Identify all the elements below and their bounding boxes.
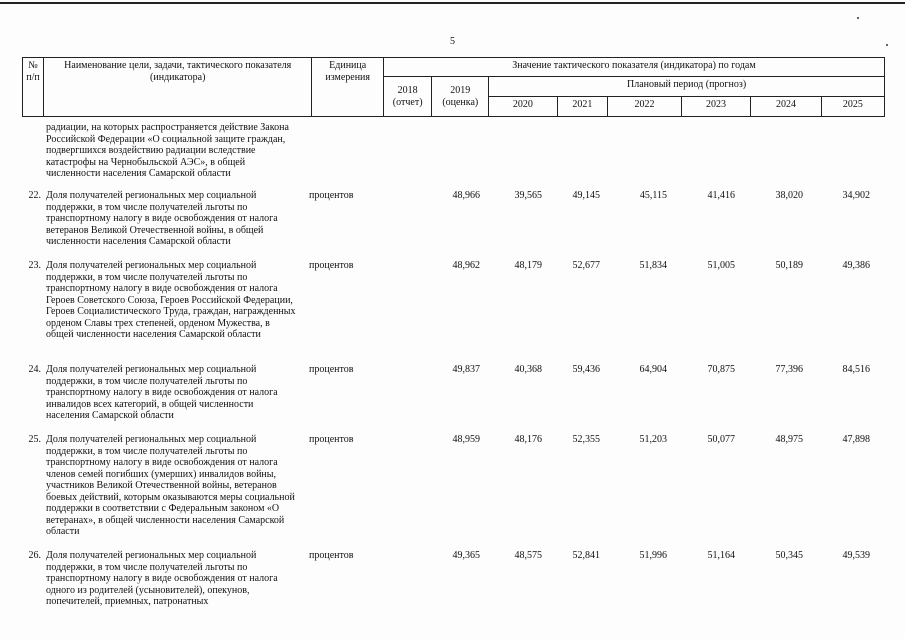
row-number: 25.: [28, 434, 41, 445]
value-2023: 70,875: [707, 364, 735, 375]
row-number: 24.: [28, 364, 41, 375]
value-2019: 49,365: [452, 550, 480, 561]
value-2023: 51,005: [707, 260, 735, 271]
row-number: 26.: [28, 550, 41, 561]
header-year: 2022: [608, 97, 682, 117]
value-2020: 39,565: [514, 190, 542, 201]
value-2022: 64,904: [639, 364, 667, 375]
value-2020: 48,575: [514, 550, 542, 561]
value-2019: 48,962: [452, 260, 480, 271]
header-name: Наименование цели, задачи, тактического показателя (индикатора): [44, 58, 312, 117]
row-description: Доля получателей региональных мер социальной поддержки, в том числе получателей льготы по транспортному налогу в виде освобождения от налога инвалидов всех категорий, в общей численности населения Самарской области: [46, 364, 278, 421]
value-2025: 34,902: [842, 190, 870, 201]
value-2024: 38,020: [775, 190, 803, 201]
header-values-title: Значение тактического показателя (индикатора) по годам: [383, 58, 884, 77]
value-2020: 48,179: [514, 260, 542, 271]
row-description: Доля получателей региональных мер социальной поддержки, в том числе получателей льготы по транспортному налогу в виде освобождения от налога Героев Советского Союза, Героев Российской Федерации, Героев Социалистического Труда, граждан, награжденных орденом Славы трех степеней, орденом Мужества, в общей численности населения Самарской области: [46, 260, 296, 340]
header-year: 2024: [751, 97, 822, 117]
value-2023: 41,416: [707, 190, 735, 201]
value-2022: 51,203: [639, 434, 667, 445]
row-unit: процентов: [309, 550, 354, 561]
row-unit: процентов: [309, 260, 354, 271]
header-2019: 2019 (оценка): [432, 77, 489, 117]
value-2025: 84,516: [842, 364, 870, 375]
row-description: Доля получателей региональных мер социальной поддержки, в том числе получателей льготы по транспортному налогу в виде освобождения от налога членов семей погибших (умерших) инвалидов войны, участников Великой Отечественной войны, ветеранов боевых действий, которым оказываются меры социальной поддержки в соответствии с Федеральным законом «О ветеранах», в общей численности населения Самарской области: [46, 434, 295, 537]
page-number: 5: [450, 36, 455, 47]
header-plan-title: Плановый период (прогноз): [489, 77, 885, 97]
value-2024: 48,975: [775, 434, 803, 445]
value-2024: 77,396: [775, 364, 803, 375]
row-unit: процентов: [309, 434, 354, 445]
value-2023: 51,164: [707, 550, 735, 561]
row-unit: процентов: [309, 190, 354, 201]
value-2021: 59,436: [572, 364, 600, 375]
value-2021: 49,145: [572, 190, 600, 201]
header-2018: 2018 (отчет): [383, 77, 431, 117]
value-2021: 52,841: [572, 550, 600, 561]
row-number: 23.: [28, 260, 41, 271]
value-2021: 52,677: [572, 260, 600, 271]
value-2020: 40,368: [514, 364, 542, 375]
row-unit: процентов: [309, 364, 354, 375]
value-2024: 50,189: [775, 260, 803, 271]
value-2019: 48,966: [452, 190, 480, 201]
top-border-line: [0, 2, 905, 4]
scan-speck: [857, 17, 859, 19]
value-2023: 50,077: [707, 434, 735, 445]
value-2019: 48,959: [452, 434, 480, 445]
value-2024: 50,345: [775, 550, 803, 561]
value-2022: 45,115: [639, 190, 667, 201]
header-year: 2021: [557, 97, 608, 117]
header-unit: Единица измерения: [312, 58, 384, 117]
header-year: 2020: [489, 97, 557, 117]
value-2025: 47,898: [842, 434, 870, 445]
value-2021: 52,355: [572, 434, 600, 445]
scan-speck: [886, 44, 888, 46]
value-2020: 48,176: [514, 434, 542, 445]
row-description: Доля получателей региональных мер социальной поддержки, в том числе получателей льготы по транспортному налогу в виде освобождения от налога ветеранов Великой Отечественной войны, в общей численности населения Самарской области: [46, 190, 278, 247]
value-2022: 51,996: [639, 550, 667, 561]
row-number: 22.: [28, 190, 41, 201]
value-2025: 49,386: [842, 260, 870, 271]
value-2025: 49,539: [842, 550, 870, 561]
row-description: Доля получателей региональных мер социальной поддержки, в том числе получателей льготы по транспортному налогу в виде освобождения от налога одного из родителей (усыновителей), опекунов, попечителей, приемных, патронатных: [46, 550, 278, 607]
header-year: 2025: [821, 97, 884, 117]
value-2022: 51,834: [639, 260, 667, 271]
continuation-text: радиации, на которых распространяется действие Закона Российской Федерации «О социальной защите граждан, подвергшихся воздействию радиации вследствие катастрофы на Чернобыльской АЭС», в общей численности населения Самарской области: [46, 122, 289, 179]
header-year: 2023: [681, 97, 750, 117]
value-2019: 49,837: [452, 364, 480, 375]
table-header: [22, 57, 885, 117]
header-num: № п/п: [23, 58, 44, 117]
